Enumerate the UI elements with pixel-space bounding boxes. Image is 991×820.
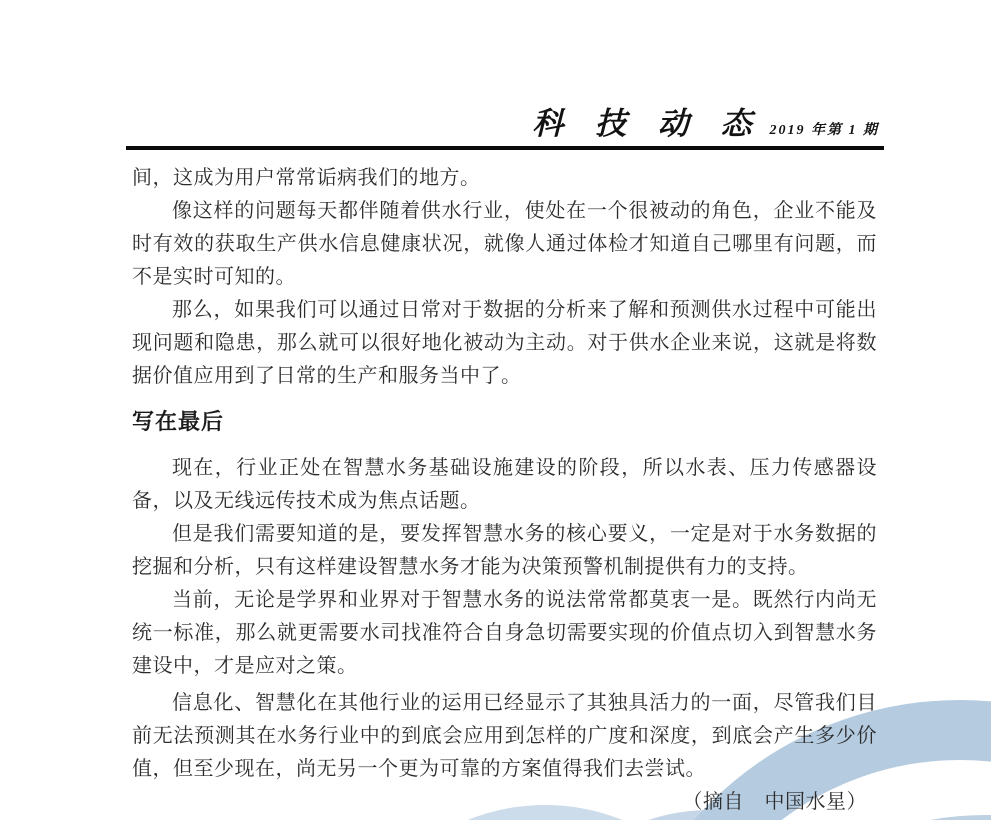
paragraph: 现在，行业正处在智慧水务基础设施建设的阶段，所以水表、压力传感器设备，以及无线远传技术成为焦点话题。 bbox=[132, 457, 877, 512]
paragraph: 信息化、智慧化在其他行业的运用已经显示了其独具活力的一面，尽管我们目前无法预测其在水务行业中的到底会应用到怎样的广度和深度，到底会产生多少价值，但至少现在，尚无另一个更为可靠的方案值得我们去尝试。 bbox=[132, 692, 877, 780]
paragraph: 但是我们需要知道的是，要发挥智慧水务的核心要义，一定是对于水务数据的挖掘和分析，只有这样建设智慧水务才能为决策预警机制提供有力的支持。 bbox=[132, 523, 877, 578]
article-body bbox=[132, 162, 877, 819]
paragraph: 那么，如果我们可以通过日常对于数据的分析来了解和预测供水过程中可能出现问题和隐患，那么就可以很好地化被动为主动。对于供水企业来说，这就是将数据价值应用到了日常的生产和服务当中了。 bbox=[132, 299, 877, 387]
paragraph: 像这样的问题每天都伴随着供水行业，使处在一个很被动的角色，企业不能及时有效的获取生产供水信息健康状况，就像人通过体检才知道自己哪里有问题，而不是实时可知的。 bbox=[132, 200, 877, 288]
journal-title: 科 技 动 态 bbox=[532, 106, 764, 141]
paragraph: 当前，无论是学界和业界对于智慧水务的说法常常都莫衷一是。既然行内尚无统一标准，那么就更需要水司找准符合自身急切需要实现的价值点切入到智慧水务建设中，才是应对之策。 bbox=[132, 589, 877, 677]
paragraph-continued: 间，这成为用户常常诟病我们的地方。 bbox=[132, 167, 481, 189]
section-heading: 写在最后 bbox=[132, 409, 225, 434]
journal-issue: 2019 年第 1 期 bbox=[769, 123, 879, 138]
masthead bbox=[532, 98, 879, 143]
masthead-rule bbox=[126, 146, 884, 150]
attribution: （摘自 中国水星） bbox=[682, 791, 867, 813]
